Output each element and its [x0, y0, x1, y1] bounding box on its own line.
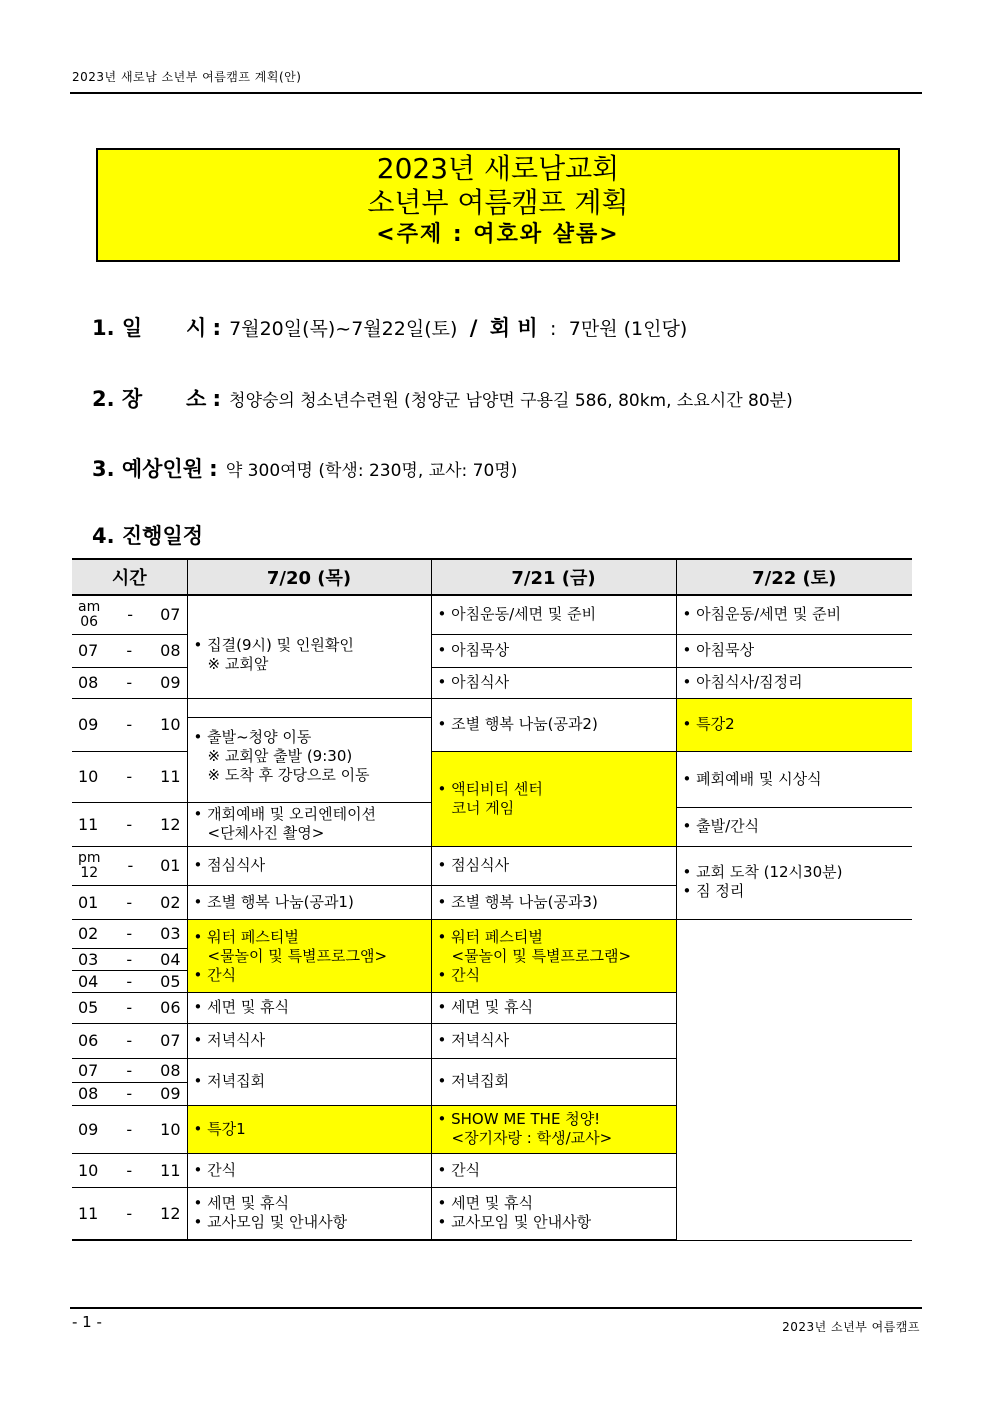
colon: : — [209, 457, 218, 482]
cell-day2-snack: • 간식 — [431, 1153, 676, 1187]
cell-day1-evening: • 저녁집회 — [187, 1058, 431, 1105]
colon: : — [212, 387, 222, 412]
cell-day1-lecture: • 특강1 — [187, 1105, 431, 1153]
table-row — [72, 919, 912, 948]
cell-day3-depart: • 출발/간식 — [676, 807, 912, 846]
cell-day3-exercise: • 아침운동/세면 및 준비 — [676, 595, 912, 634]
cell-day2-lunch: • 점심식사 — [431, 846, 676, 885]
time-cell: 07 - 08 — [72, 1058, 187, 1082]
footer-rule — [70, 1307, 922, 1309]
time-cell: 07 - 08 — [72, 634, 187, 667]
cell-day2-show: • SHOW ME THE 청양! <장기자랑 : 학생/교사> — [431, 1105, 676, 1153]
time-cell: 11 - 12 — [72, 1187, 187, 1240]
fee-colon: : — [550, 318, 557, 340]
colon: : — [212, 316, 222, 341]
time-cell: 08 - 09 — [72, 1082, 187, 1105]
cell-day1-rest: • 세면 및 휴식 • 교사모임 및 안내사항 — [187, 1187, 431, 1240]
cell-day2-exercise: • 아침운동/세면 및 준비 — [431, 595, 676, 634]
time-cell: 01 - 02 — [72, 885, 187, 919]
fee-label: 회 비 — [489, 316, 538, 340]
date-value: 7월20일(목)~7월22일(토) — [229, 318, 458, 340]
time-cell: pm 12 - 01 — [72, 846, 187, 885]
time-cell: am 06 - 07 — [72, 595, 187, 634]
cell-day3-blank — [676, 919, 912, 1240]
cell-day3-closing: • 폐회예배 및 시상식 — [676, 751, 912, 807]
place-label: 2. 장 소 — [92, 387, 207, 411]
table-row — [72, 595, 912, 634]
cell-day1-depart: • 출발~청양 이동 ※ 교회앞 출발 (9:30) ※ 도착 후 강당으로 이동 — [187, 717, 431, 802]
time-cell: 11 - 12 — [72, 802, 187, 846]
cell-day2-dinner: • 저녁식사 — [431, 1023, 676, 1058]
time-cell: 10 - 11 — [72, 1153, 187, 1187]
cell-day1-lunch: • 점심식사 — [187, 846, 431, 885]
section-date — [92, 312, 687, 342]
cell-day2-activity: • 액티비티 센터 코너 게임 — [431, 751, 676, 846]
running-footer: 2023년 소년부 여름캠프 — [782, 1320, 920, 1334]
cell-day3-breakfast: • 아침식사/짐정리 — [676, 667, 912, 698]
time-cell: 05 - 06 — [72, 992, 187, 1023]
time-cell: 10 - 11 — [72, 751, 187, 802]
place-value: 청양숭의 청소년수련원 (청양군 남양면 구용길 586, 80km, 소요시간 80분) — [229, 391, 793, 411]
time-cell: 09 - 10 — [72, 1105, 187, 1153]
col-header-time: 시간 — [72, 559, 187, 595]
running-header: 2023년 새로남 소년부 여름캠프 계획(안) — [72, 70, 302, 84]
cell-day2-share: • 조별 행복 나눔(공과2) — [431, 698, 676, 751]
time-cell: 04 - 05 — [72, 970, 187, 992]
fee-value: 7만원 (1인당) — [568, 318, 688, 340]
time-cell: 09 - 10 — [72, 698, 187, 751]
col-header-day1: 7/20 (목) — [187, 559, 431, 595]
people-label: 3. 예상인원 — [92, 457, 204, 481]
cell-day1-opening: • 개회예배 및 오리엔테이션 <단체사진 촬영> — [187, 802, 431, 846]
title-theme: <주제 : 여호와 샬롬> — [376, 222, 620, 247]
cell-day1-wash: • 세면 및 휴식 — [187, 992, 431, 1023]
cell-day1-dinner: • 저녁식사 — [187, 1023, 431, 1058]
date-label: 1. 일 시 — [92, 316, 207, 340]
section-schedule — [92, 520, 203, 550]
cell-day1-gather: • 집결(9시) 및 인원확인 ※ 교회앞 — [187, 595, 431, 698]
section-place — [92, 383, 793, 413]
cell-day2-evening: • 저녁집회 — [431, 1058, 676, 1105]
cell-day1-snack: • 간식 — [187, 1153, 431, 1187]
time-cell: 06 - 07 — [72, 1023, 187, 1058]
page-number: - 1 - — [72, 1313, 102, 1331]
col-header-day3: 7/22 (토) — [676, 559, 912, 595]
section-people — [92, 453, 517, 483]
cell-day1-share: • 조별 행복 나눔(공과1) — [187, 885, 431, 919]
schedule-label: 4. 진행일정 — [92, 524, 204, 548]
separator: / — [469, 316, 478, 340]
title-line-2: 소년부 여름캠프 계획 — [367, 186, 629, 219]
cell-day1-water: • 워터 페스티벌 <물놀이 및 특별프로그앰> • 간식 — [187, 919, 431, 992]
cell-day3-lecture: • 특강2 — [676, 698, 912, 751]
time-cell: 08 - 09 — [72, 667, 187, 698]
schedule-table — [72, 558, 912, 1241]
cell-day2-share3: • 조별 행복 나눔(공과3) — [431, 885, 676, 919]
people-value: 약 300여명 (학생: 230명, 교사: 70명) — [225, 461, 518, 481]
table-header-row — [72, 559, 912, 595]
header-rule — [70, 92, 922, 94]
cell-day2-wash: • 세면 및 휴식 — [431, 992, 676, 1023]
table-row — [72, 698, 912, 717]
cell-day3-devotion: • 아침묵상 — [676, 634, 912, 667]
cell-day2-rest: • 세면 및 휴식 • 교사모임 및 안내사항 — [431, 1187, 676, 1240]
table-row — [72, 846, 912, 885]
time-cell: 02 - 03 — [72, 919, 187, 948]
time-cell: 03 - 04 — [72, 948, 187, 970]
cell-day3-arrive: • 교회 도착 (12시30분) • 짐 정리 — [676, 846, 912, 919]
title-box — [96, 148, 900, 262]
cell-day1-empty — [187, 698, 431, 717]
title-line-1: 2023년 새로남교회 — [376, 152, 620, 185]
cell-day2-water: • 워터 페스티벌 <물놀이 및 특별프로그램> • 간식 — [431, 919, 676, 992]
col-header-day2: 7/21 (금) — [431, 559, 676, 595]
cell-day2-devotion: • 아침묵상 — [431, 634, 676, 667]
cell-day2-breakfast: • 아침식사 — [431, 667, 676, 698]
